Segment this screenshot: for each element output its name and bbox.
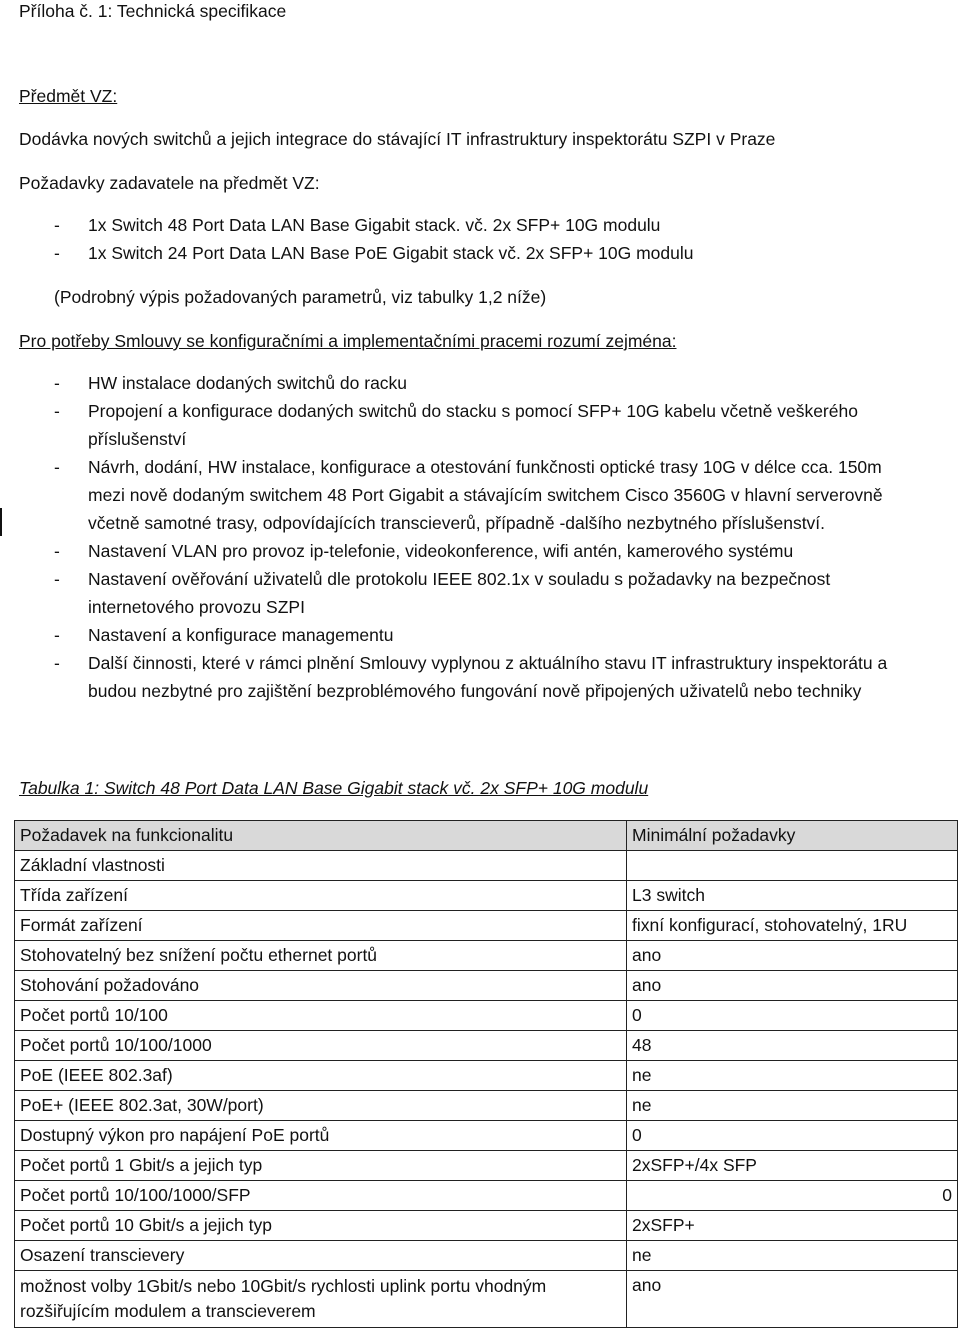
implementation-list (19, 369, 898, 705)
table-caption: Tabulka 1: Switch 48 Port Data LAN Base Gigabit stack vč. 2x SFP+ 10G modulu (19, 778, 649, 798)
spec-table (14, 820, 958, 1328)
row-label: Počet portů 1 Gbit/s a jejich typ (15, 1151, 627, 1181)
table-row (15, 1211, 958, 1241)
list-item: - Návrh, dodání, HW instalace, konfigurace a otestování funkčnosti optické trasy 10G v délce cca. 150m mezi nově dodaným switchem 48 Port Gigabit a stávajícím switchem Cisco 3560G v hlavní serverovně včetně samotné trasy, odpovídajících transcieverů, případně -dalšího nezbytného příslušenství. (19, 453, 898, 537)
row-label: možnost volby 1Gbit/s nebo 10Gbit/s rychlosti uplink portu vhodným rozšiřujícím modulem a transcieverem (15, 1271, 627, 1328)
row-value: 0 (627, 1121, 958, 1151)
row-value: ne (627, 1061, 958, 1091)
requirements-label: Požadavky zadavatele na předmět VZ: (19, 173, 320, 193)
row-label: Počet portů 10/100/1000 (15, 1031, 627, 1061)
section-empty-cell (627, 851, 958, 881)
subject-text: Dodávka nových switchů a jejich integrace do stávající IT infrastruktury inspektorátu SZPI v Praze (19, 129, 776, 149)
list-item: - Nastavení a konfigurace managementu (19, 621, 898, 649)
row-value: 2xSFP+/4x SFP (627, 1151, 958, 1181)
table-row (15, 911, 958, 941)
row-value: ne (627, 1091, 958, 1121)
row-label: Počet portů 10/100 (15, 1001, 627, 1031)
row-label: PoE (IEEE 802.3af) (15, 1061, 627, 1091)
table-section-row (15, 851, 958, 881)
change-bar (0, 508, 2, 536)
row-value: ano (627, 941, 958, 971)
implementation-heading: Pro potřeby Smlouvy se konfiguračními a implementačními pracemi rozumí zejména: (19, 331, 677, 351)
row-value: fixní konfigurací, stohovatelný, 1RU (627, 911, 958, 941)
attachment-title: Příloha č. 1: Technická specifikace (19, 1, 287, 21)
row-value: 48 (627, 1031, 958, 1061)
table-row (15, 1151, 958, 1181)
row-value: 0 (627, 1181, 958, 1211)
row-label: Počet portů 10/100/1000/SFP (15, 1181, 627, 1211)
row-value: L3 switch (627, 881, 958, 911)
table-row (15, 1001, 958, 1031)
table-row (15, 941, 958, 971)
row-value: ano (627, 1271, 958, 1328)
row-label: Třída zařízení (15, 881, 627, 911)
table-row (15, 1061, 958, 1091)
table-row (15, 1181, 958, 1211)
row-value: ano (627, 971, 958, 1001)
header-col-minimum: Minimální požadavky (627, 821, 958, 851)
table-row (15, 1271, 958, 1328)
list-item: - Další činnosti, které v rámci plnění Smlouvy vyplynou z aktuálního stavu IT infrastruktury inspektorátu a budou nezbytné pro zajištění bezproblémového fungování nově připojených uživatelů nebo techniky (19, 649, 898, 705)
table-row (15, 1241, 958, 1271)
table-row (15, 1121, 958, 1151)
detail-note: (Podrobný výpis požadovaných parametrů, viz tabulky 1,2 níže) (54, 287, 547, 307)
row-label: PoE+ (IEEE 802.3at, 30W/port) (15, 1091, 627, 1121)
section-label: Základní vlastnosti (15, 851, 627, 881)
list-item: - Propojení a konfigurace dodaných switchů do stacku s pomocí SFP+ 10G kabelu včetně veškerého příslušenství (19, 397, 898, 453)
list-item: - 1x Switch 24 Port Data LAN Base PoE Gigabit stack vč. 2x SFP+ 10G modulu (19, 239, 694, 267)
row-label: Formát zařízení (15, 911, 627, 941)
list-item: - Nastavení ověřování uživatelů dle protokolu IEEE 802.1x v souladu s požadavky na bezpečnost internetového provozu SZPI (19, 565, 898, 621)
row-value: 2xSFP+ (627, 1211, 958, 1241)
table-row (15, 1091, 958, 1121)
row-label: Dostupný výkon pro napájení PoE portů (15, 1121, 627, 1151)
row-label: Stohování požadováno (15, 971, 627, 1001)
row-label: Počet portů 10 Gbit/s a jejich typ (15, 1211, 627, 1241)
row-value: 0 (627, 1001, 958, 1031)
list-item: - Nastavení VLAN pro provoz ip-telefonie, videokonference, wifi antén, kamerového systému (19, 537, 898, 565)
header-col-requirement: Požadavek na funkcionalitu (15, 821, 627, 851)
table-header-row (15, 821, 958, 851)
table-row (15, 881, 958, 911)
row-label: Osazení transcievery (15, 1241, 627, 1271)
table-row (15, 1031, 958, 1061)
row-value: ne (627, 1241, 958, 1271)
row-label: Stohovatelný bez snížení počtu ethernet portů (15, 941, 627, 971)
table-row (15, 971, 958, 1001)
subject-label: Předmět VZ: (19, 86, 118, 106)
list-item: - HW instalace dodaných switchů do racku (19, 369, 898, 397)
list-item: - 1x Switch 48 Port Data LAN Base Gigabit stack. vč. 2x SFP+ 10G modulu (19, 211, 694, 239)
requirements-list (19, 211, 694, 267)
